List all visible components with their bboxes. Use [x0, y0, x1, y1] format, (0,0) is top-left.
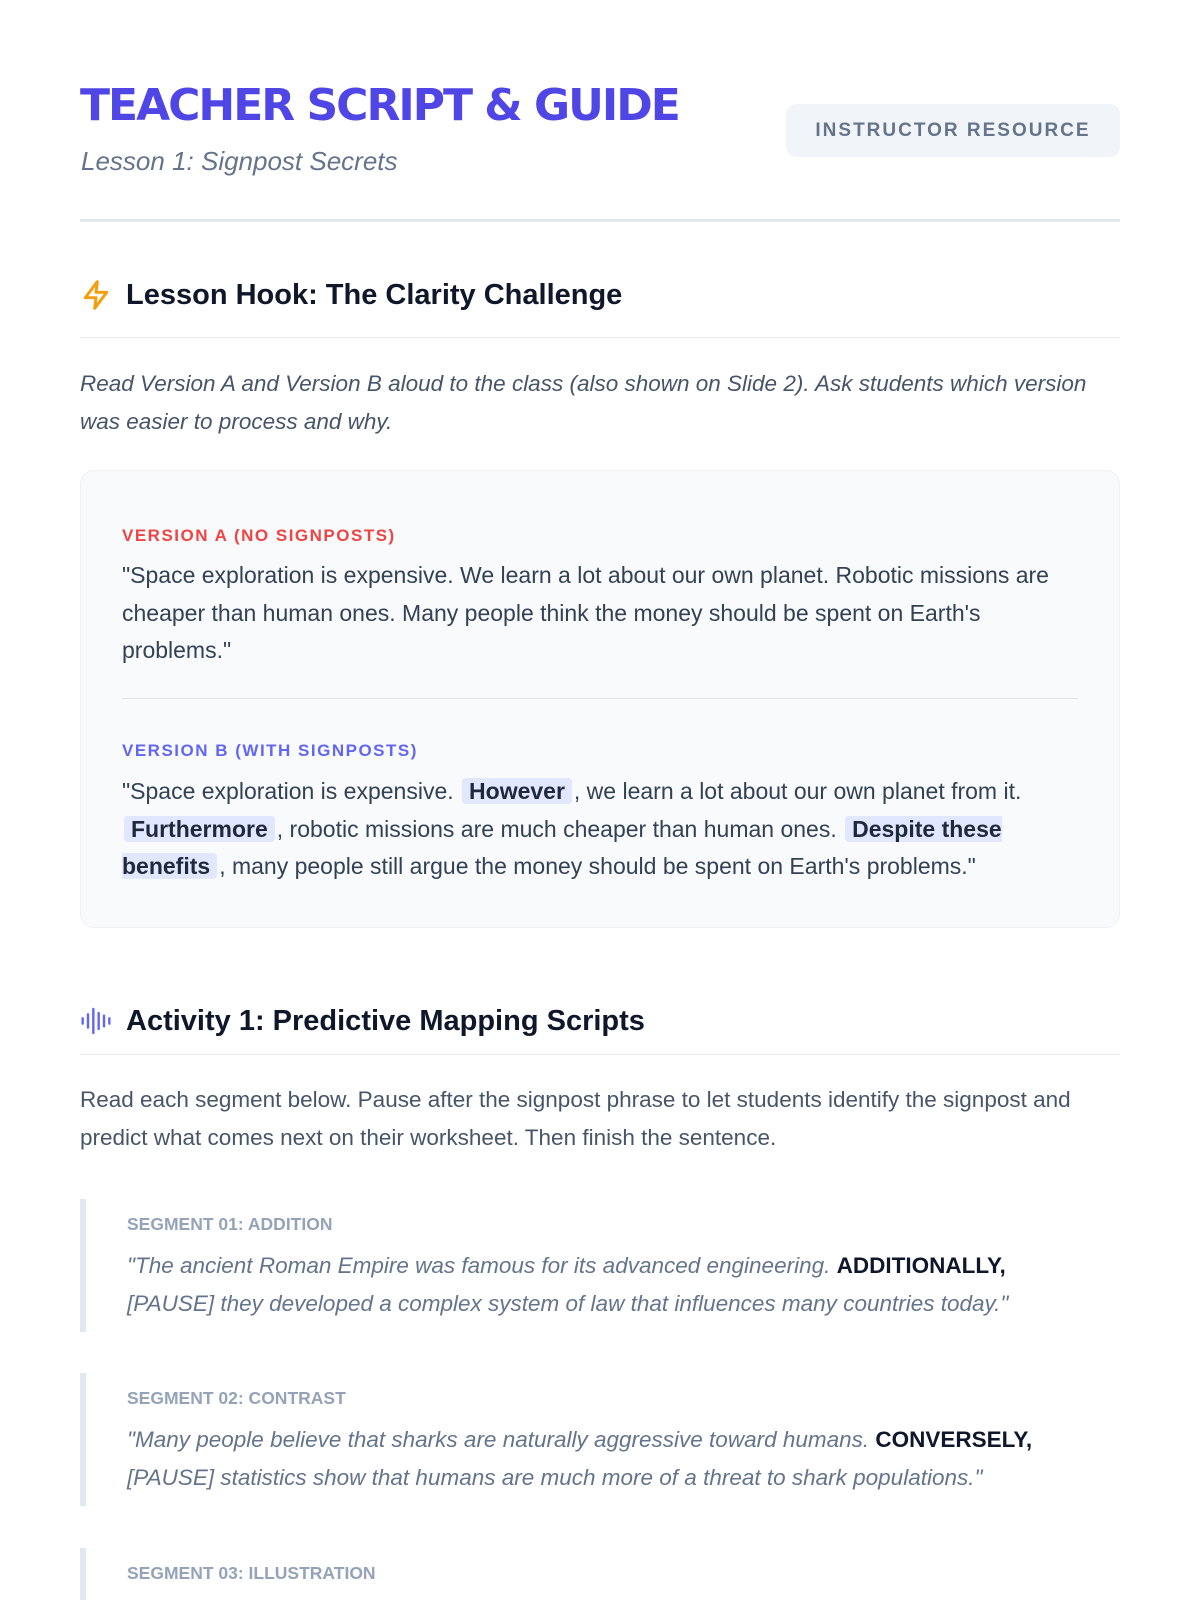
lightning-icon	[80, 279, 112, 311]
version-divider	[122, 698, 1078, 699]
version-b-label: VERSION B (WITH SIGNPOSTS)	[122, 741, 418, 760]
segment-text-after: [PAUSE] statistics show that humans are much more of a threat to shark populations."	[127, 1465, 983, 1490]
segment-text-before: "Many people believe that sharks are naturally aggressive toward humans.	[127, 1427, 870, 1452]
segment-text-after: [PAUSE] they developed a complex system of law that influences many countries today."	[127, 1291, 1009, 1316]
segment-text-before: "The ancient Roman Empire was famous for its advanced engineering.	[127, 1253, 831, 1278]
segment-label: SEGMENT 02: CONTRAST	[127, 1388, 346, 1408]
segment-text	[127, 1247, 1120, 1323]
signpost-highlight: Despite these benefits	[122, 815, 1002, 879]
page-title: TEACHER SCRIPT & GUIDE	[80, 80, 679, 131]
version-b-text-part: "Space exploration is expensive.	[122, 778, 454, 804]
script-segment	[80, 1199, 1120, 1332]
signpost-keyword: CONVERSELY,	[875, 1427, 1033, 1452]
section-divider	[80, 337, 1120, 338]
version-a-label: VERSION A (NO SIGNPOSTS)	[122, 526, 396, 545]
instructor-resource-badge: INSTRUCTOR RESOURCE	[786, 104, 1120, 157]
page-header	[80, 0, 1120, 222]
segment-label: SEGMENT 03: ILLUSTRATION	[127, 1563, 376, 1583]
lesson-subtitle: Lesson 1: Signpost Secrets	[81, 146, 398, 176]
signpost-keyword: ADDITIONALLY,	[836, 1253, 1006, 1278]
version-b-text	[122, 773, 1078, 886]
audio-wave-icon	[80, 1005, 112, 1037]
section-divider	[80, 1054, 1120, 1055]
signpost-highlight: However	[462, 778, 572, 804]
version-b-text-part: , we learn a lot about our own planet from it.	[573, 778, 1022, 804]
activity1-section-heading	[80, 1001, 1120, 1041]
version-b-text-part: , many people still argue the money should be spent on Earth's problems."	[219, 853, 976, 879]
activity1-instructions: Read each segment below. Pause after the signpost phrase to let students identify the signpost and predict what comes next on their worksheet. Then finish the sentence.	[80, 1087, 1071, 1150]
version-comparison-card	[80, 470, 1120, 928]
version-a-text: "Space exploration is expensive. We learn a lot about our own planet. Robotic missions are cheaper than human ones. Many people think the money should be spent on Earth's problems."	[122, 562, 1049, 663]
script-segment	[80, 1548, 1120, 1600]
version-b-text-part: , robotic missions are much cheaper than human ones.	[276, 815, 837, 842]
segment-label: SEGMENT 01: ADDITION	[127, 1214, 333, 1234]
hook-instructions: Read Version A and Version B aloud to the class (also shown on Slide 2). Ask students which version was easier to process and why.	[80, 371, 1087, 434]
hook-section-heading	[80, 275, 1120, 315]
segment-text	[127, 1421, 1120, 1497]
hook-title: Lesson Hook: The Clarity Challenge	[126, 278, 623, 311]
activity1-title: Activity 1: Predictive Mapping Scripts	[126, 1004, 645, 1037]
signpost-highlight: Furthermore	[124, 816, 275, 842]
script-segment	[80, 1373, 1120, 1506]
